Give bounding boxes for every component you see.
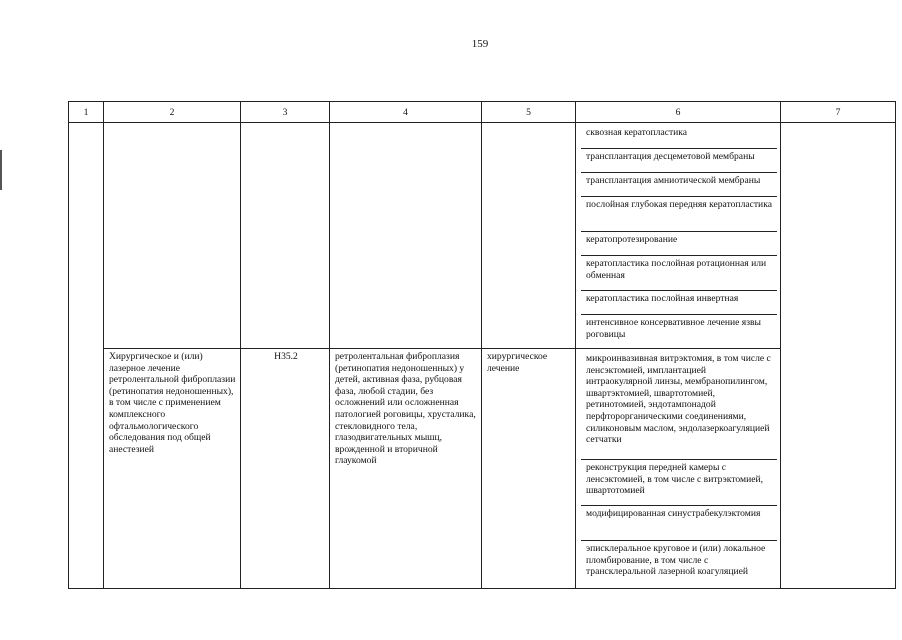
cell-col4-empty <box>330 123 482 349</box>
method-item: трансплантация амниотической мембраны <box>581 172 777 196</box>
method-item: сквозная кератопластика <box>586 127 688 138</box>
cell-icd-code: H35.2 <box>241 349 330 589</box>
table-header-row <box>69 102 896 123</box>
method-item: послойная глубокая передняя кератопластика <box>581 196 777 231</box>
cell-col7 <box>781 123 896 589</box>
method-item: модифицированная синустрабекулэктомия <box>581 505 777 540</box>
method-item: реконструкция передней камеры с ленсэктомией, в том числе с витрэктомией, швартотомией <box>581 459 777 505</box>
table-row-retinopathy <box>69 349 896 589</box>
header-col-1: 1 <box>69 102 104 123</box>
table-row-keratoplasty <box>69 123 896 349</box>
method-item: кератопластика послойная инвертная <box>581 290 777 314</box>
method-item: эписклеральное круговое и (или) локальное пломбирование, в том числе с трансклеральной лазерной коагуляцией <box>581 540 777 587</box>
cell-col3-empty <box>241 123 330 349</box>
header-col-2: 2 <box>104 102 241 123</box>
header-col-7: 7 <box>781 102 896 123</box>
cell-col6-methods <box>576 123 781 349</box>
header-col-4: 4 <box>330 102 482 123</box>
header-col-3: 3 <box>241 102 330 123</box>
method-item: микроинвазивная витрэктомия, в том числе с ленсэктомией, имплантацией интраокулярной линзы, мембранопилингом, швартэктомией, швартотомией, ретинотомией, эндотампонадой перфторорганическими соединениями, силиконовым маслом, эндолазеркоагуляцией сетчатки <box>586 353 771 446</box>
method-item: кератопластика послойная ротационная или обменная <box>581 255 777 290</box>
cell-treatment-kind: хирургическое лечение <box>482 349 576 589</box>
method-item: трансплантация десцеметовой мембраны <box>581 148 777 172</box>
page-number: 159 <box>471 38 489 50</box>
cell-col2-empty <box>104 123 241 349</box>
cell-diagnosis: ретролентальная фиброплазия (ретинопатия недоношенных) у детей, активная фаза, рубцовая фаза, любой стадии, без осложнений или осложненная патологией роговицы, хрусталика, стекловидного тела, глазодвигательных мышц, врожденной и вторичной глаукомой <box>330 349 482 589</box>
header-col-5: 5 <box>482 102 576 123</box>
header-col-6: 6 <box>576 102 781 123</box>
cell-col1 <box>69 123 104 589</box>
method-item: кератопротезирование <box>581 231 777 255</box>
cell-col5-empty <box>482 123 576 349</box>
cell-col6-methods <box>576 349 781 589</box>
medical-procedures-table <box>68 101 896 589</box>
method-item: интенсивное консервативное лечение язвы роговицы <box>581 314 777 347</box>
cell-treatment-type: Хирургическое и (или) лазерное лечение ретролентальной фиброплазии (ретинопатия недоношенных), в том числе с применением комплексного офтальмологического обследования под общей анестезией <box>104 349 241 589</box>
scan-edge-mark <box>0 150 2 190</box>
